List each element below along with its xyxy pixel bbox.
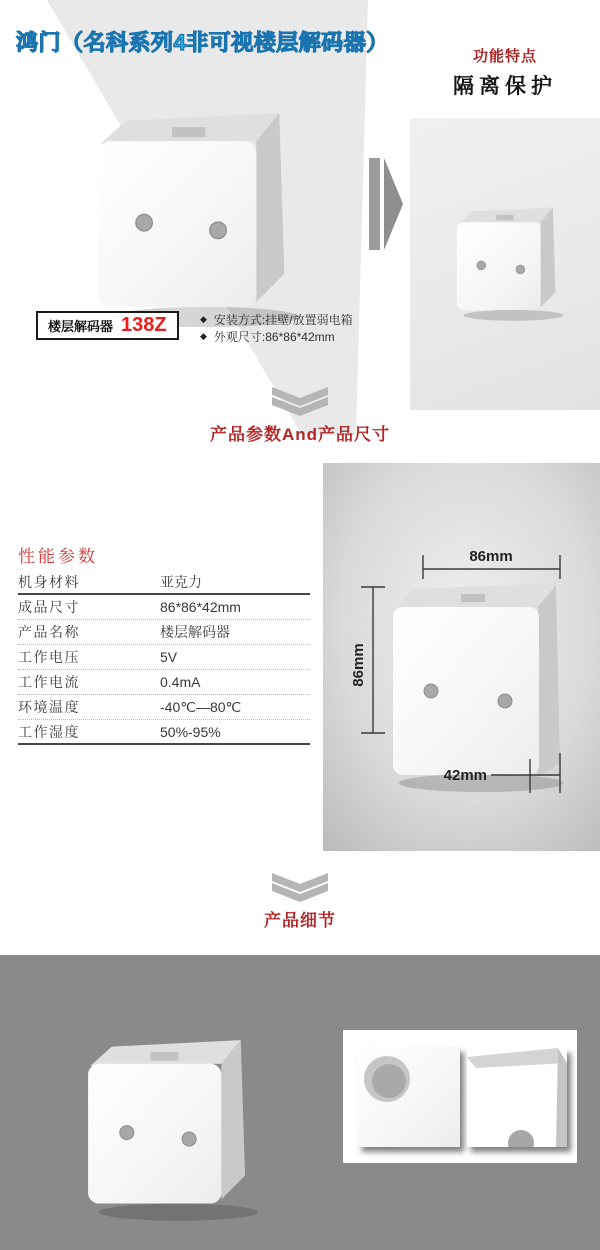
spec-value: 50%-95%	[160, 723, 221, 740]
section-title-params: 产品参数And产品尺寸	[209, 425, 391, 444]
section-title-details: 产品细节	[264, 911, 336, 930]
feature-photo-panel	[410, 118, 600, 410]
detail-photo-hole-closeup	[358, 1047, 460, 1147]
detail-photo-corner-closeup	[467, 1048, 567, 1156]
spec-value: 楼层解码器	[160, 624, 230, 640]
specs-table	[18, 570, 310, 745]
spec-label: 产品名称	[18, 624, 80, 640]
detail-photos-panel	[343, 1030, 577, 1163]
bullet-text: 安装方式:挂壁/放置弱电箱	[213, 313, 353, 327]
spec-value: 0.4mA	[160, 674, 201, 690]
spec-label: 工作湿度	[18, 723, 80, 740]
spec-label: 成品尺寸	[18, 599, 80, 615]
spec-row	[18, 645, 310, 670]
spec-label: 机身材料	[18, 573, 80, 590]
page-title: 鸿门（名科系列4非可视楼层解码器）	[16, 30, 389, 55]
chevron-down-icon	[271, 872, 329, 904]
bullet-item	[200, 328, 353, 345]
diamond-icon: ◆	[200, 331, 207, 341]
product-photo-detail	[58, 1000, 273, 1248]
spec-row	[18, 620, 310, 645]
chevron-down-icon	[271, 386, 329, 418]
dimension-depth-label: 42mm	[443, 767, 487, 784]
product-photo-small	[438, 190, 573, 330]
arrow-right-icon	[384, 158, 403, 250]
spec-value: 亚克力	[160, 573, 202, 590]
feature-item: 隔离保护	[453, 74, 557, 98]
specs-heading: 性能参数	[18, 547, 98, 566]
bullet-item	[200, 311, 353, 328]
spec-value: 86*86*42mm	[160, 599, 241, 615]
diamond-icon: ◆	[200, 314, 207, 324]
bullet-text: 外观尺寸:86*86*42mm	[213, 330, 335, 344]
spec-row	[18, 570, 310, 595]
dimension-height-label: 86mm	[350, 643, 367, 687]
product-photo-main	[55, 85, 325, 340]
detail-photos	[343, 1030, 577, 1163]
spec-label: 工作电压	[18, 649, 80, 665]
product-label-box	[36, 311, 179, 340]
spec-row	[18, 720, 310, 745]
product-model: 138Z	[121, 314, 167, 336]
spec-row	[18, 670, 310, 695]
spec-label: 环境温度	[18, 699, 80, 715]
dimension-figure	[323, 463, 600, 851]
arrow-right-icon	[369, 158, 380, 250]
dimension-width-label: 86mm	[469, 548, 513, 565]
spec-value: 5V	[160, 649, 178, 665]
product-name-label: 楼层解码器	[48, 319, 114, 334]
product-bullets	[200, 311, 353, 345]
spec-value: -40℃—80℃	[160, 698, 242, 715]
features-heading: 功能特点	[472, 48, 537, 65]
spec-row	[18, 695, 310, 720]
spec-row	[18, 595, 310, 620]
spec-label: 工作电流	[18, 674, 80, 690]
